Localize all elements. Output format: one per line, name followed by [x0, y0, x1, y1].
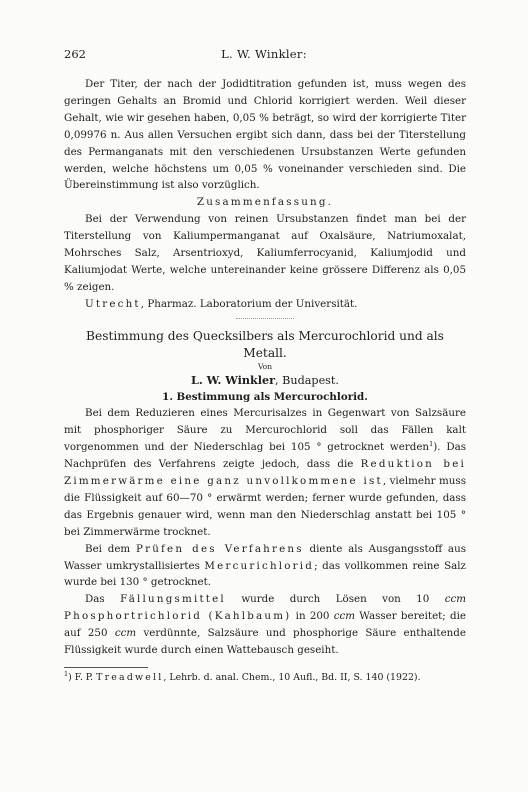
summary-heading: Zusammenfassung. [196, 196, 334, 209]
unit-ccm: ccm [444, 593, 466, 606]
text-run: wurde durch Lösen von 10 [225, 593, 445, 606]
emphasis-spaced: Prüfen des Verfahrens [135, 542, 304, 555]
author-place: , Budapest. [275, 373, 339, 387]
emphasis-spaced: Fällungsmittel [120, 593, 226, 606]
text-run: ). Das Nachprüfen des Verfahrens zeigte jedoch, dass die [64, 441, 466, 471]
text-run: Das [85, 593, 121, 606]
text-run: ) F. P. [68, 672, 97, 683]
emphasis-spaced: Reduktion bei Zimmerwärme eine ganz unvollkommene ist [64, 458, 466, 488]
subheading [64, 389, 466, 406]
section-divider [236, 318, 294, 319]
page-number: 262 [64, 47, 86, 61]
running-title: L. W. Winkler: [221, 47, 307, 61]
text-run: Wasser bereitet; die auf 250 [64, 610, 466, 640]
footnote-rule [64, 667, 148, 668]
text-run: verdünnte, Salzsäure und phosphorige Säure enthaltende Flüssigkeit wurde durch einen Wattebausch geseiht. [64, 627, 466, 657]
footnote-ref: 1 [429, 440, 434, 449]
affiliation-city: Utrecht [85, 297, 141, 310]
emphasis-spaced: Phosphortrichlorid (Kahlbaum) [64, 610, 292, 623]
text-run: Bei dem Reduzieren eines Mercurisalzes in Gegenwart von Salzsäure mit phosphoriger Säure zu Mercurochlorid soll das Fällen kalt vorgenommen und der Niederschlag bei 105 ° getrocknet werden [64, 407, 466, 454]
article-title: Bestimmung des Quecksilbers als Mercurochlorid und als Metall. [86, 328, 444, 360]
summary-paragraph: Bei der Verwendung von reinen Ursubstanzen findet man bei der Titerstellung von Kaliumpermanganat auf Oxalsäure, Natriumoxalat, Mohrsches Salz, Arsentrioxyd, Kaliumferrocyanid, Kaliumjodid und Kaliumjodat Werte, welche untereinander keine grössere Differenz als 0,05 % zeigen. [64, 213, 466, 293]
footnote-author: Treadwell [96, 672, 164, 683]
unit-ccm: ccm [114, 627, 137, 640]
page-body [64, 76, 466, 685]
text-run: in 200 [291, 610, 334, 623]
emphasis-spaced: Mercurichlorid [204, 559, 315, 572]
running-header [64, 47, 464, 63]
subheading-text: 1. Bestimmung als Mercurochlorid. [162, 390, 368, 403]
footnote [64, 671, 466, 685]
paragraph-reduction [64, 405, 466, 540]
affiliation-institute: , Pharmaz. Laboratorium der Universität. [140, 297, 358, 310]
text-run: ; das vollkommen reine Salz wurde bei 130 ° getrocknet. [64, 559, 466, 589]
footnote-mark: 1 [64, 670, 69, 678]
byline-von: Von [257, 361, 273, 371]
unit-ccm: ccm [333, 610, 356, 623]
text-run: , Lehrb. d. anal. Chem., 10 Aufl., Bd. II, S. 140 (1922). [163, 672, 421, 683]
text-run: , vielmehr muss die Flüssigkeit auf 60—70 ° erwärmt werden; ferner wurde gefunden, dass das Ergebnis genauer wird, wenn man den Niederschlag anstatt bei 105 ° bei Zimmerwärme trocknet. [64, 475, 466, 538]
article-author [64, 372, 466, 389]
affiliation [64, 296, 466, 313]
paragraph-titer: Der Titer, der nach der Jodidtitration gefunden ist, muss wegen des geringen Gehalts an Bromid und Chlorid korrigiert werden. Weil dieser Gehalt, wie wir gesehen haben, 0,05 % beträgt, so wird der korrigierte Titer 0,09976 n. Aus allen Versuchen ergibt sich dann, dass bei der Titerstellung des Permanganats mit den verschiedenen Ursubstanzen Werte gefunden werden, welche höchstens um 0,05 % voneinander verschieden sind. Die Übereinstimmung ist also vorzüglich. [64, 78, 466, 192]
paragraph-testing [64, 541, 466, 592]
paragraph-reagent [64, 591, 466, 659]
author-name: L. W. Winkler [191, 372, 276, 387]
text-run: Bei dem [85, 542, 136, 555]
text-run: diente als Ausgangsstoff aus Wasser umkrystallisiertes [64, 542, 466, 572]
